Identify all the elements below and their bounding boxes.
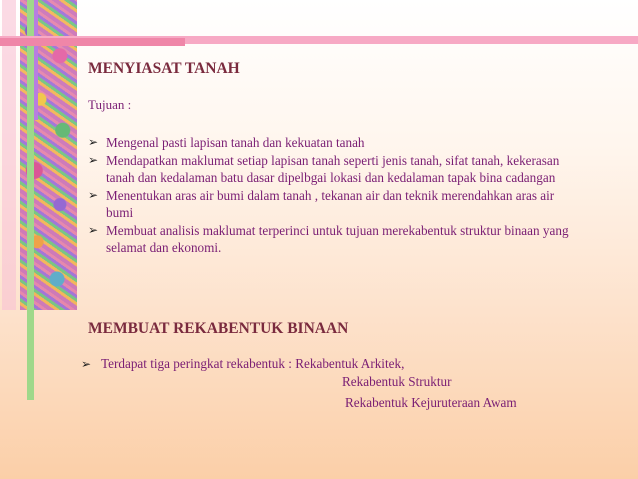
list-item: [88, 152, 588, 187]
top-stripe-accent: [0, 38, 185, 46]
arrow-bullet-icon: ➢: [81, 357, 92, 371]
list-item: [88, 222, 576, 257]
decorative-bar: [2, 0, 16, 310]
list-item-text: Mengenal pasti lapisan tanah dan kekuatan tanah: [106, 135, 365, 150]
list-item: [88, 134, 588, 152]
decorative-green-bar: [27, 0, 34, 400]
list-item-text: Terdapat tiga peringkat rekabentuk : Rekabentuk Arkitek,: [101, 356, 405, 371]
list-item-text: Membuat analisis maklumat terperinci untuk tujuan merekabentuk struktur binaan yang selamat dan ekonomi.: [106, 222, 569, 255]
objectives-list: [88, 134, 588, 257]
tujuan-label: Tujuan :: [88, 97, 132, 112]
sub-item-struktur: Rekabentuk Struktur: [342, 374, 452, 389]
sub-item-kejuruteraan: Rekabentuk Kejuruteraan Awam: [345, 395, 517, 410]
list-item-text: Menentukan aras air bumi dalam tanah , tekanan air dan teknik merendahkan aras air bumi: [106, 187, 555, 220]
list-item: [88, 187, 576, 222]
section-title-menyiasat: MENYIASAT TANAH: [88, 60, 240, 77]
arrow-bullet-icon: ➢: [88, 135, 99, 149]
section-title-rekabentuk: MEMBUAT REKABENTUK BINAAN: [88, 320, 349, 337]
decorative-purple-bar: [34, 0, 38, 120]
list-item: [81, 354, 404, 374]
arrow-bullet-icon: ➢: [88, 187, 99, 202]
arrow-bullet-icon: ➢: [88, 222, 99, 237]
list-item-text: Mendapatkan maklumat setiap lapisan tanah seperti jenis tanah, sifat tanah, kekerasan tanah dan kedalaman batu dasar dipelbgai lokasi dan kedalaman tapak bina cadangan: [106, 152, 560, 185]
arrow-bullet-icon: ➢: [88, 152, 99, 167]
